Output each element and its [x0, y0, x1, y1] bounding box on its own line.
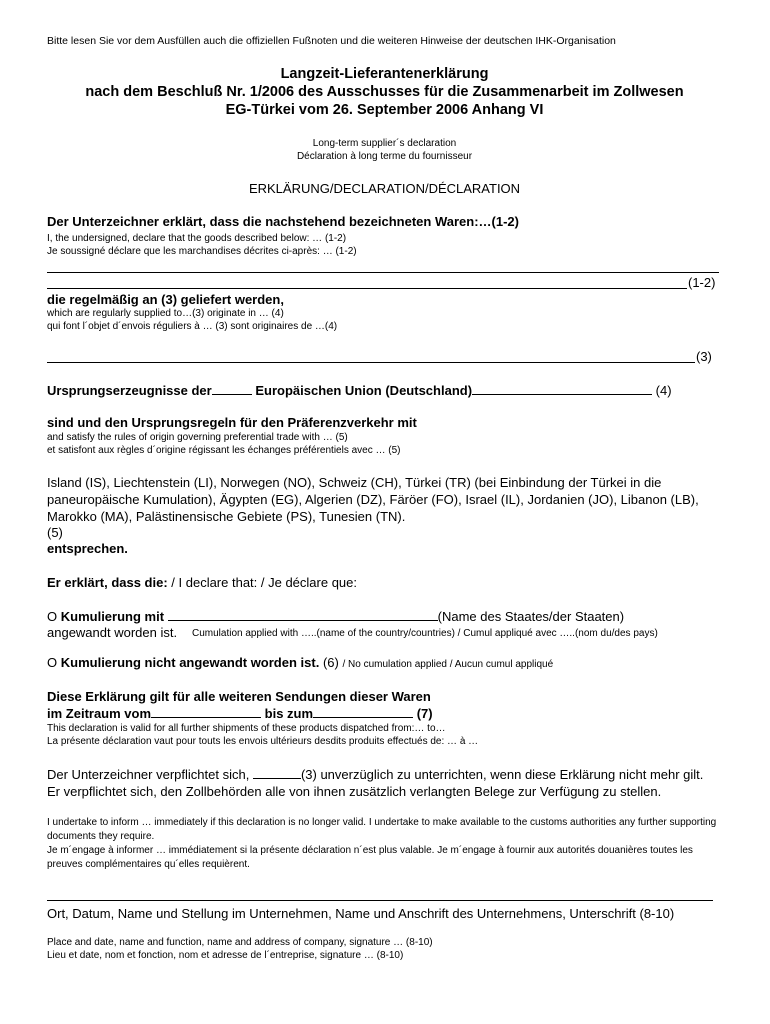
- form-title-line3: EG-Türkei vom 26. September 2006 Anhang VI: [225, 102, 544, 118]
- form-title-line1: Langzeit-Lieferantenerklärung: [280, 66, 489, 82]
- validity-ref: (7): [416, 706, 433, 721]
- rules-label-fr: et satisfont aux règles d´origine régissant les échanges préférentiels avec … (5): [47, 445, 401, 456]
- cumulation-applied-option[interactable]: [47, 608, 624, 624]
- signature-label-fr: Lieu et date, nom et fonction, nom et adresse de l´entreprise, signature … (8-10): [47, 950, 404, 961]
- undertaking-de: [47, 766, 719, 800]
- cumulation-applied-cont: angewandt worden ist.: [47, 625, 178, 640]
- validity-period: [47, 705, 433, 721]
- cumulation-applied-label: Kumulierung mit: [60, 609, 165, 624]
- declares-line: [47, 575, 357, 590]
- supplied-label-fr: qui font l´objet d´envois réguliers à … (3) sont originaires de …(4): [47, 321, 338, 332]
- undertaking-recipient-field[interactable]: [253, 766, 301, 779]
- cumulation-not-applied-ref: (6): [322, 655, 339, 670]
- validity-from-label: im Zeitraum vom: [47, 706, 152, 721]
- undertaking-fr: Je m´engage à informer … immédiatement si la présente déclaration n´est plus valable. Je m´engage à fournir aux autorités douanières toutes les preuves complémentaires qu´elles requièrent.: [47, 845, 693, 870]
- cumulation-applied-cont-line: [47, 625, 177, 640]
- undertaking-de-rest: (3) unverzüglich zu unterrichten, wenn diese Erklärung nicht mehr gilt. Er verpflichtet sich, den Zollbehörden alle von ihnen zusätzlich verlangten Belege zur Verfügung zu stellen.: [47, 767, 704, 799]
- goods-label-de: Der Unterzeichner erklärt, dass die nachstehend bezeichneten Waren:…(1-2): [47, 214, 519, 229]
- countries-closing: entsprechen.: [47, 541, 128, 556]
- origin-blank-field[interactable]: [212, 382, 252, 395]
- origin-union: Europäischen Union (Deutschland): [255, 383, 473, 398]
- signature-label-de: Ort, Datum, Name und Stellung im Unternehmen, Name und Anschrift des Unternehmens, Unterschrift (8-10): [47, 906, 675, 921]
- validity-en: This declaration is valid for all further shipments of these products dispatched from:… to…: [47, 723, 446, 734]
- validity-to-label: bis zum: [264, 706, 314, 721]
- cumulation-not-applied-radio[interactable]: O: [47, 655, 58, 670]
- goods-label-en: I, the undersigned, declare that the goods described below: … (1-2): [47, 233, 347, 244]
- origin-line: [47, 382, 672, 398]
- supplied-label-de: die regelmäßig an (3) geliefert werden,: [47, 292, 284, 307]
- validity-fr: La présente déclaration vaut pour touts les envois ultérieurs desdits produits effectués de: … à …: [47, 736, 479, 747]
- signature-label-en: Place and date, name and function, name and address of company, signature … (8-10): [47, 937, 433, 948]
- goods-field-line-1[interactable]: [47, 272, 719, 273]
- validity-from-field[interactable]: [151, 705, 261, 718]
- cumulation-not-applied-option[interactable]: [47, 655, 553, 670]
- goods-field-line-2[interactable]: [47, 288, 687, 289]
- signature-field-line[interactable]: [47, 900, 713, 901]
- supplied-label-en: which are regularly supplied to…(3) originate in … (4): [47, 308, 284, 319]
- undertaking-de-start: Der Unterzeichner verpflichtet sich,: [47, 767, 250, 782]
- rules-label-de: sind und den Ursprungsregeln für den Präferenzverkehr mit: [47, 415, 417, 430]
- validity-line1: Diese Erklärung gilt für alle weiteren Sendungen dieser Waren: [47, 689, 431, 704]
- goods-line-ref: (1-2): [688, 275, 716, 290]
- cumulation-applied-trans: Cumulation applied with …..(name of the country/countries) / Cumul appliqué avec …..(nom du/des pays): [192, 628, 658, 639]
- subtitle-en: Long-term supplier´s declaration: [312, 138, 457, 149]
- cumulation-country-field[interactable]: [168, 608, 438, 621]
- countries-list: Island (IS), Liechtenstein (LI), Norwegen (NO), Schweiz (CH), Türkei (TR) (bei Einbindung der Türkei in die paneuropäische Kumulation), Ägypten (EG), Algerien (DZ), Färöer (FO), Israel (IL), Jordanien (JO), Libanon (LB), Marokko (MA), Palästinensische Gebiete (PS), Tunesien (TN).: [47, 475, 699, 524]
- subtitle-fr: Déclaration à long terme du fournisseur: [296, 151, 473, 162]
- undertaking-en: I undertake to inform … immediately if this declaration is no longer valid. I undertake to make available to the customs authorities any further supporting documents they require.: [47, 817, 717, 842]
- countries-ref: (5): [47, 525, 63, 540]
- header-note: Bitte lesen Sie vor dem Ausfüllen auch die offiziellen Fußnoten und die weiteren Hinweise der deutschen IHK-Organisation: [47, 35, 616, 47]
- declares-translations: / I declare that: / Je déclare que:: [167, 575, 358, 590]
- supplied-field-line[interactable]: [47, 362, 695, 363]
- form-title-line2: nach dem Beschluß Nr. 1/2006 des Ausschusses für die Zusammenarbeit im Zollwesen: [85, 84, 684, 100]
- cumulation-not-applied-trans: / No cumulation applied / Aucun cumul appliqué: [342, 659, 554, 670]
- declaration-heading: ERKLÄRUNG/DECLARATION/DÉCLARATION: [248, 181, 521, 196]
- cumulation-applied-radio[interactable]: O: [47, 609, 58, 624]
- declares-de: Er erklärt, dass die:: [47, 575, 168, 590]
- origin-ref: (4): [655, 383, 672, 398]
- origin-country-field[interactable]: [472, 382, 652, 395]
- cumulation-not-applied-label: Kumulierung nicht angewandt worden ist.: [60, 655, 320, 670]
- validity-to-field[interactable]: [313, 705, 413, 718]
- supplied-line-ref: (3): [696, 349, 712, 364]
- rules-label-en: and satisfy the rules of origin governing preferential trade with … (5): [47, 432, 348, 443]
- origin-prefix: Ursprungserzeugnisse der: [47, 383, 212, 398]
- cumulation-applied-tail: (Name des Staates/der Staaten): [437, 609, 625, 624]
- goods-label-fr: Je soussigné déclare que les marchandises décrites ci-après: … (1-2): [47, 246, 357, 257]
